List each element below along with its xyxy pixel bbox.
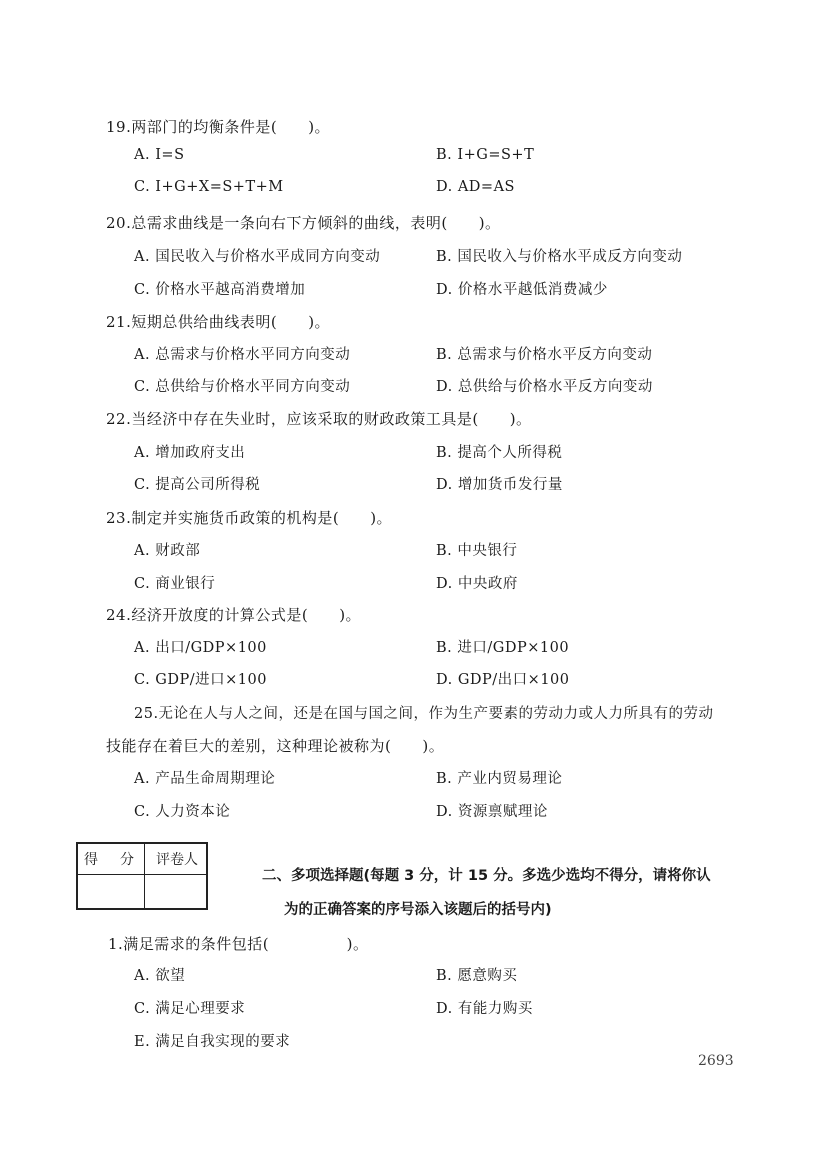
question-20-option-d: D. 价格水平越低消费减少 xyxy=(436,282,608,298)
question-19-option-b: B. I+G=S+T xyxy=(436,147,535,163)
question-23-option-c: C. 商业银行 xyxy=(134,576,216,592)
question-22-stem: 22.当经济中存在失业时，应该采取的财政政策工具是( )。 xyxy=(106,410,532,428)
score-table-grader-header: 评卷人 xyxy=(156,852,198,868)
question-25-stem-line1: 25.无论在人与人之间，还是在国与国之间，作为生产要素的劳动力或人力所具有的劳动 xyxy=(134,706,714,722)
multi-question-1-option-b: B. 愿意购买 xyxy=(436,968,518,984)
question-21-option-b: B. 总需求与价格水平反方向变动 xyxy=(436,347,653,363)
question-24-option-b: B. 进口/GDP×100 xyxy=(436,640,570,656)
section-2-title-line1: 二、多项选择题(每题 3 分，计 15 分。多选少选均不得分，请将你认 xyxy=(262,868,711,884)
score-table-score-header: 得 分 xyxy=(84,852,138,868)
question-20-option-a: A. 国民收入与价格水平成同方向变动 xyxy=(134,249,381,265)
multi-question-1-option-e: E. 满足自我实现的要求 xyxy=(134,1034,291,1050)
question-24-option-a: A. 出口/GDP×100 xyxy=(134,640,267,656)
question-21-option-a: A. 总需求与价格水平同方向变动 xyxy=(134,347,351,363)
multi-question-1-option-c: C. 满足心理要求 xyxy=(134,1001,246,1017)
page-number: 2693 xyxy=(698,1053,734,1069)
question-19-option-c: C. I+G+X=S+T+M xyxy=(134,179,284,195)
question-21-stem: 21.短期总供给曲线表明( )。 xyxy=(106,313,331,331)
question-24-option-d: D. GDP/出口×100 xyxy=(436,672,570,688)
question-22-option-c: C. 提高公司所得税 xyxy=(134,477,261,493)
question-21-option-d: D. 总供给与价格水平反方向变动 xyxy=(436,379,653,395)
score-table xyxy=(76,842,208,910)
question-19-stem: 19.两部门的均衡条件是( )。 xyxy=(106,118,331,136)
question-25-option-b: B. 产业内贸易理论 xyxy=(436,771,563,787)
question-24-option-c: C. GDP/进口×100 xyxy=(134,672,267,688)
multi-question-1-option-a: A. 欲望 xyxy=(134,968,186,984)
multi-question-1-option-d: D. 有能力购买 xyxy=(436,1001,533,1017)
question-22-option-d: D. 增加货币发行量 xyxy=(436,477,563,493)
score-table-divider-horizontal xyxy=(78,874,206,875)
question-22-option-b: B. 提高个人所得税 xyxy=(436,445,563,461)
question-20-stem: 20.总需求曲线是一条向右下方倾斜的曲线，表明( )。 xyxy=(106,214,501,232)
question-20-option-b: B. 国民收入与价格水平成反方向变动 xyxy=(436,249,683,265)
question-25-stem-line2: 技能存在着巨大的差别，这种理论被称为( )。 xyxy=(106,737,445,755)
question-19-option-d: D. AD=AS xyxy=(436,179,515,195)
question-20-option-c: C. 价格水平越高消费增加 xyxy=(134,282,306,298)
question-19-option-a: A. I=S xyxy=(134,147,185,163)
question-25-option-d: D. 资源禀赋理论 xyxy=(436,804,548,820)
question-23-option-a: A. 财政部 xyxy=(134,543,201,559)
multi-question-1-stem: 1.满足需求的条件包括( )。 xyxy=(108,935,369,953)
question-25-option-a: A. 产品生命周期理论 xyxy=(134,771,276,787)
question-24-stem: 24.经济开放度的计算公式是( )。 xyxy=(106,606,362,624)
section-2-title-line2: 为的正确答案的序号添入该题后的括号内) xyxy=(284,902,552,918)
question-25-option-c: C. 人力资本论 xyxy=(134,804,231,820)
question-23-stem: 23.制定并实施货币政策的机构是( )。 xyxy=(106,509,393,527)
question-23-option-d: D. 中央政府 xyxy=(436,576,518,592)
question-21-option-c: C. 总供给与价格水平同方向变动 xyxy=(134,379,351,395)
question-22-option-a: A. 增加政府支出 xyxy=(134,445,246,461)
question-23-option-b: B. 中央银行 xyxy=(436,543,518,559)
